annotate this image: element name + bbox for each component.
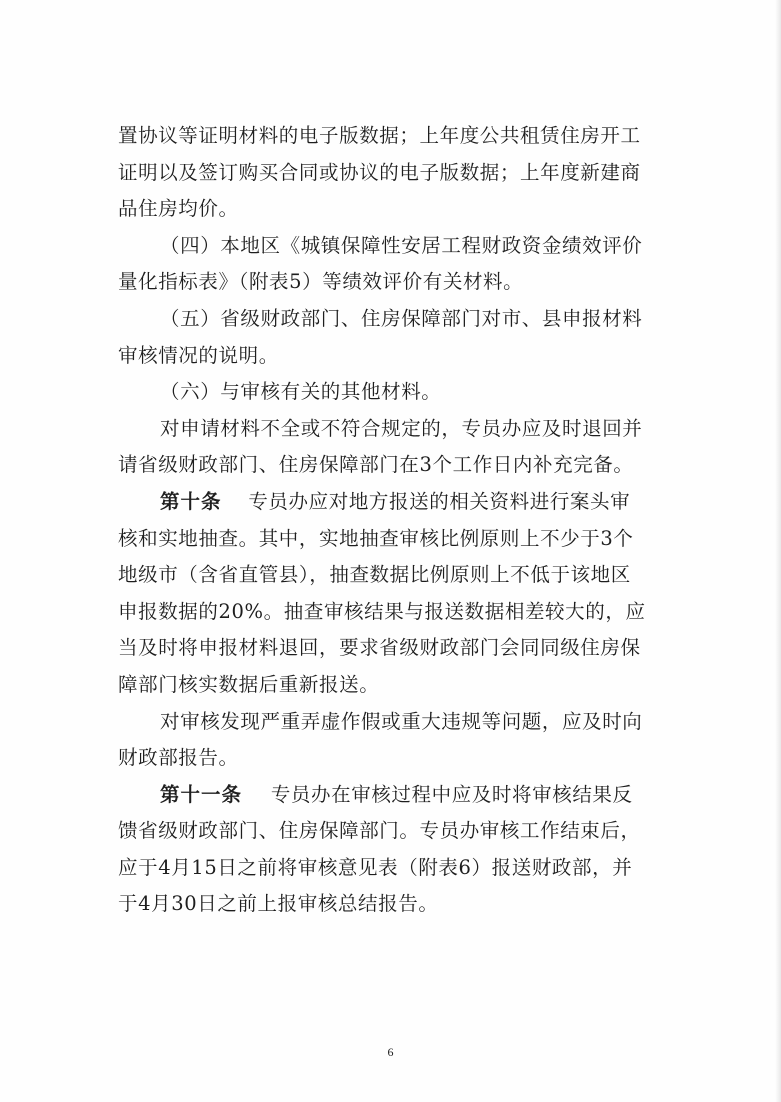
text-line: 障部门核实数据后重新报送。	[118, 672, 380, 696]
text-line: 置协议等证明材料的电子版数据；上年度公共租赁住房开工	[118, 124, 641, 147]
text-line: 证明以及签订购买合同或协议的电子版数据；上年度新建商	[118, 160, 641, 184]
article-10-text: 专员办应对地方报送的相关资料进行案头审	[248, 489, 631, 513]
text-line: 地级市（含省直管县），抽查数据比例原则上不低于该地区	[118, 563, 631, 587]
text-line: 申报数据的20%。抽查审核结果与报送数据相差较大的，应	[118, 599, 646, 623]
article-10-line	[118, 484, 666, 521]
article-11-text: 专员办在审核过程中应及时将审核结果反	[270, 782, 633, 806]
text-line: 财政部报告。	[118, 746, 239, 770]
document-body	[118, 118, 666, 923]
page-number: 6	[387, 1045, 394, 1059]
text-line: 品住房均价。	[118, 197, 239, 221]
paragraph-start-line: 对审核发现严重弄虚作假或重大违规等问题，应及时向	[160, 709, 643, 733]
article-10-heading: 第十条	[160, 489, 222, 513]
article-11-line	[118, 777, 666, 814]
text-line: 量化指标表》（附表5）等绩效评价有关材料。	[118, 270, 524, 294]
page-edge-shadow	[775, 0, 781, 1102]
item-six-line: （六）与审核有关的其他材料。	[160, 380, 442, 404]
text-line: 于4月30日之前上报审核总结报告。	[118, 892, 439, 916]
text-line: 馈省级财政部门、住房保障部门。专员办审核工作结束后，	[118, 819, 641, 843]
text-line: 核和实地抽查。其中，实地抽查审核比例原则上不少于3个	[118, 526, 634, 550]
item-five-line: （五）省级财政部门、住房保障部门对市、县申报材料	[160, 306, 643, 330]
item-four-line: （四）本地区《城镇保障性安居工程财政资金绩效评价	[160, 233, 643, 257]
article-11-heading: 第十一条	[160, 782, 243, 806]
text-line: 应于4月15日之前将审核意见表（附表6）报送财政部，并	[118, 855, 633, 879]
text-line: 当及时将申报材料退回，要求省级财政部门会同同级住房保	[118, 636, 641, 660]
paragraph-start-line: 对申请材料不全或不符合规定的，专员办应及时退回并	[160, 416, 643, 440]
text-line: 审核情况的说明。	[118, 343, 279, 367]
text-line: 请省级财政部门、住房保障部门在3个工作日内补充完备。	[118, 453, 634, 477]
